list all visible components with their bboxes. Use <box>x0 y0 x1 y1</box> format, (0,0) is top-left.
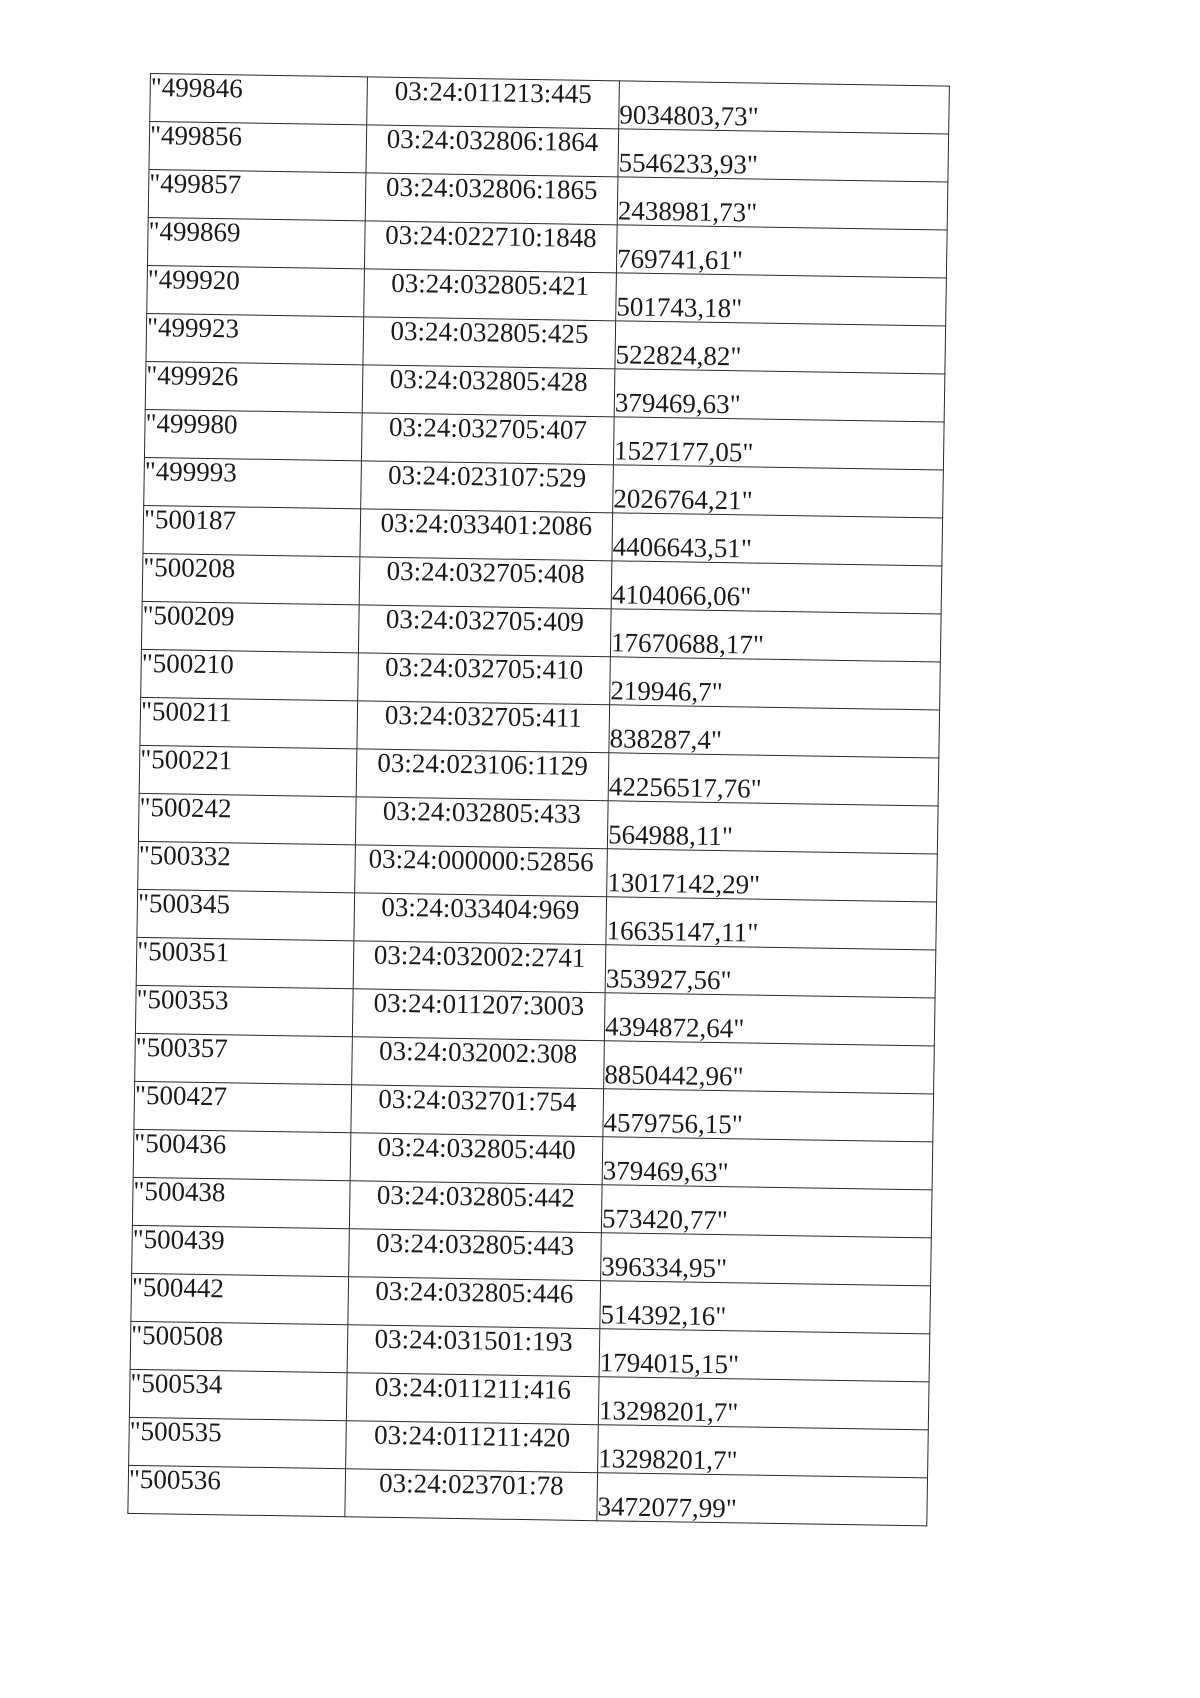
cadastral-number-cell: 03:24:032705:407 <box>361 413 614 465</box>
cadastral-number-cell: 03:24:032805:421 <box>364 269 617 321</box>
object-id-cell: "499846 <box>150 74 368 125</box>
cadastral-number-cell: 03:24:032705:411 <box>357 701 610 753</box>
object-id-cell: "500427 <box>134 1081 352 1132</box>
cadastral-value-cell: 9034803,73" <box>619 81 950 134</box>
object-id-cell: "500353 <box>135 985 353 1036</box>
object-id-cell: "499869 <box>147 217 365 268</box>
cadastral-value-cell: 3472077,99" <box>597 1473 928 1526</box>
cadastral-value-cell: 564988,11" <box>607 801 938 854</box>
cadastral-value-cell: 353927,56" <box>605 945 936 998</box>
cadastral-number-cell: 03:24:031501:193 <box>347 1325 600 1377</box>
cadastral-number-cell: 03:24:032806:1864 <box>366 125 619 177</box>
cadastral-value-cell: 4579756,15" <box>603 1089 934 1142</box>
cadastral-value-cell: 838287,4" <box>609 705 940 758</box>
cadastral-number-cell: 03:24:022710:1848 <box>364 221 617 273</box>
cadastral-value-cell: 2026764,21" <box>613 465 944 518</box>
object-id-cell: "499856 <box>149 122 367 173</box>
cadastral-value-cell: 42256517,76" <box>608 753 939 806</box>
cadastral-value-cell: 396334,95" <box>601 1233 932 1286</box>
cadastral-number-cell: 03:24:032705:410 <box>358 653 611 705</box>
cadastral-number-cell: 03:24:032805:440 <box>350 1133 603 1185</box>
object-id-cell: "499926 <box>145 361 363 412</box>
cadastral-number-cell: 03:24:032002:308 <box>352 1037 605 1089</box>
object-id-cell: "499857 <box>148 169 366 220</box>
cadastral-value-cell: 573420,77" <box>601 1185 932 1238</box>
cadastral-number-cell: 03:24:032705:409 <box>358 605 611 657</box>
cadastral-number-cell: 03:24:000000:52856 <box>355 845 608 897</box>
cadastral-value-cell: 17670688,17" <box>610 609 941 662</box>
cadastral-value-cell: 501743,18" <box>616 273 947 326</box>
object-id-cell: "499993 <box>144 457 362 508</box>
cadastral-number-cell: 03:24:023106:1129 <box>356 749 609 801</box>
cadastral-value-cell: 4406643,51" <box>612 513 943 566</box>
object-id-cell: "500345 <box>137 889 355 940</box>
cadastral-value-cell: 5546233,93" <box>618 129 949 182</box>
cadastral-number-cell: 03:24:032705:408 <box>359 557 612 609</box>
cadastral-value-cell: 514392,16" <box>600 1281 931 1334</box>
cadastral-number-cell: 03:24:011211:420 <box>346 1421 599 1473</box>
cadastral-number-cell: 03:24:023701:78 <box>345 1469 598 1521</box>
cadastral-value-cell: 13298201,7" <box>598 1425 929 1478</box>
cadastral-number-cell: 03:24:032805:442 <box>349 1181 602 1233</box>
cadastral-value-cell: 769741,61" <box>616 225 947 278</box>
cadastral-value-cell: 2438981,73" <box>617 177 948 230</box>
object-id-cell: "500187 <box>143 505 361 556</box>
cadastral-value-cell: 522824,82" <box>615 321 946 374</box>
object-id-cell: "500208 <box>142 553 360 604</box>
object-id-cell: "499923 <box>146 313 364 364</box>
cadastral-value-table <box>127 73 950 1526</box>
cadastral-value-cell: 379469,63" <box>614 369 945 422</box>
object-id-cell: "500535 <box>129 1417 347 1468</box>
cadastral-value-cell: 379469,63" <box>602 1137 933 1190</box>
cadastral-number-cell: 03:24:033404:969 <box>354 893 607 945</box>
object-id-cell: "500209 <box>141 601 359 652</box>
object-id-cell: "500534 <box>129 1369 347 1420</box>
cadastral-value-cell: 4104066,06" <box>611 561 942 614</box>
object-id-cell: "500436 <box>133 1129 351 1180</box>
object-id-cell: "500438 <box>132 1177 350 1228</box>
cadastral-value-cell: 16635147,11" <box>606 897 937 950</box>
cadastral-number-cell: 03:24:032805:433 <box>355 797 608 849</box>
cadastral-value-cell: 4394872,64" <box>604 993 935 1046</box>
cadastral-number-cell: 03:24:032805:425 <box>363 317 616 369</box>
cadastral-number-cell: 03:24:032806:1865 <box>365 173 618 225</box>
object-id-cell: "500332 <box>138 841 356 892</box>
cadastral-number-cell: 03:24:011211:416 <box>346 1373 599 1425</box>
cadastral-number-cell: 03:24:032805:446 <box>348 1277 601 1329</box>
cadastral-value-cell: 219946,7" <box>610 657 941 710</box>
cadastral-number-cell: 03:24:033401:2086 <box>360 509 613 561</box>
object-id-cell: "500351 <box>136 937 354 988</box>
object-id-cell: "500536 <box>128 1465 346 1516</box>
cadastral-number-cell: 03:24:011213:445 <box>367 77 620 129</box>
object-id-cell: "500508 <box>130 1321 348 1372</box>
cadastral-number-cell: 03:24:032002:2741 <box>353 941 606 993</box>
object-id-cell: "500439 <box>132 1225 350 1276</box>
cadastral-value-cell: 8850442,96" <box>604 1041 935 1094</box>
object-id-cell: "500221 <box>139 745 357 796</box>
cadastral-number-cell: 03:24:011207:3003 <box>352 989 605 1041</box>
object-id-cell: "499920 <box>147 265 365 316</box>
table-body <box>128 74 950 1526</box>
cadastral-value-cell: 13298201,7" <box>598 1377 929 1430</box>
object-id-cell: "500210 <box>141 649 359 700</box>
cadastral-number-cell: 03:24:032805:428 <box>362 365 615 417</box>
object-id-cell: "500442 <box>131 1273 349 1324</box>
cadastral-number-cell: 03:24:032805:443 <box>349 1229 602 1281</box>
object-id-cell: "499980 <box>144 409 362 460</box>
cadastral-value-cell: 13017142,29" <box>607 849 938 902</box>
cadastral-number-cell: 03:24:032701:754 <box>351 1085 604 1137</box>
cadastral-number-cell: 03:24:023107:529 <box>361 461 614 513</box>
object-id-cell: "500211 <box>140 697 358 748</box>
object-id-cell: "500357 <box>135 1033 353 1084</box>
object-id-cell: "500242 <box>138 793 356 844</box>
cadastral-value-cell: 1794015,15" <box>599 1329 930 1382</box>
cadastral-value-cell: 1527177,05" <box>613 417 944 470</box>
